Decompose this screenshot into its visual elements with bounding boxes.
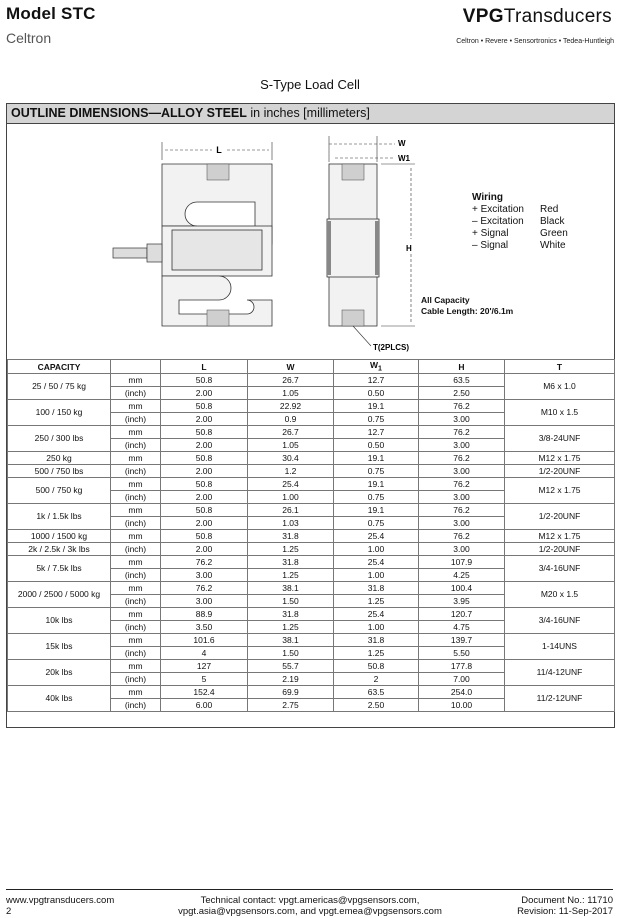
brand-logo-word: Transducers <box>503 6 612 27</box>
unit-cell: mm <box>111 452 161 465</box>
footer-right <box>517 895 613 917</box>
dim-w1-cell: 50.8 <box>334 660 419 673</box>
thread-cell: 11/4-12UNF <box>505 660 615 686</box>
bottom-thread <box>207 310 229 326</box>
dim-w1-cell: 0.75 <box>334 491 419 504</box>
dim-l-cell: 50.8 <box>161 426 248 439</box>
footer-revision: Revision: 11-Sep-2017 <box>517 906 613 917</box>
unit-cell: mm <box>111 530 161 543</box>
header-w1-sub: 1 <box>378 364 382 373</box>
table-row <box>8 504 615 517</box>
dim-l-cell: 127 <box>161 660 248 673</box>
capacity-cell: 100 / 150 kg <box>8 400 111 426</box>
brand-companies: Celtron • Revere • Sensortronics • Tedea-Huntleigh <box>456 38 614 45</box>
unit-cell: (inch) <box>111 517 161 530</box>
dim-w1-cell: 0.75 <box>334 413 419 426</box>
dim-w-cell: 55.7 <box>248 660 334 673</box>
dim-w-cell: 1.25 <box>248 621 334 634</box>
thread-cell: M12 x 1.75 <box>505 478 615 504</box>
dim-l-cell: 50.8 <box>161 478 248 491</box>
thread-cell: M12 x 1.75 <box>505 530 615 543</box>
footer-rule <box>6 889 613 890</box>
thread-cell: M6 x 1.0 <box>505 374 615 400</box>
cable-gland <box>147 244 162 262</box>
dim-w-cell: 1.2 <box>248 465 334 478</box>
capacity-cell: 2000 / 2500 / 5000 kg <box>8 582 111 608</box>
dim-w-cell: 2.19 <box>248 673 334 686</box>
dim-h-cell: 7.00 <box>419 673 505 686</box>
dim-w1-cell: 19.1 <box>334 452 419 465</box>
dim-w1-cell: 19.1 <box>334 400 419 413</box>
capacity-cell: 5k / 7.5k lbs <box>8 556 111 582</box>
side-gauge-zone <box>327 219 379 277</box>
unit-cell: (inch) <box>111 387 161 400</box>
dim-l-cell: 3.00 <box>161 569 248 582</box>
unit-cell: mm <box>111 608 161 621</box>
wiring-row <box>472 216 568 228</box>
dim-w-cell: 30.4 <box>248 452 334 465</box>
dim-l-cell: 50.8 <box>161 400 248 413</box>
capacity-cell: 500 / 750 kg <box>8 478 111 504</box>
dim-l-cell: 2.00 <box>161 439 248 452</box>
cable-note <box>421 295 513 317</box>
dim-l-cell: 152.4 <box>161 686 248 699</box>
dim-h-cell: 76.2 <box>419 452 505 465</box>
footer-doc-no: Document No.: 11710 <box>521 895 613 906</box>
capacity-cell: 2k / 2.5k / 3k lbs <box>8 543 111 556</box>
dim-h-cell: 4.25 <box>419 569 505 582</box>
dim-l-cell: 50.8 <box>161 530 248 543</box>
dim-w1-cell: 0.75 <box>334 517 419 530</box>
header-capacity: CAPACITY <box>8 360 111 374</box>
footer-contact-line2: vpgt.asia@vpgsensors.com, and vpgt.emea@vpgsensors.com <box>178 906 442 917</box>
dim-w-cell: 1.25 <box>248 543 334 556</box>
table-row <box>8 582 615 595</box>
unit-cell: mm <box>111 634 161 647</box>
header-w: W <box>248 360 334 374</box>
dim-w-cell: 1.05 <box>248 387 334 400</box>
dim-label-w: W <box>398 139 406 148</box>
dim-l-cell: 50.8 <box>161 374 248 387</box>
unit-cell: mm <box>111 686 161 699</box>
dim-h-cell: 3.00 <box>419 543 505 556</box>
thread-cell: 1/2-20UNF <box>505 543 615 556</box>
dim-w-cell: 31.8 <box>248 556 334 569</box>
brand-logo-mark: VPG <box>462 6 504 27</box>
dim-h-cell: 100.4 <box>419 582 505 595</box>
capacity-cell: 250 / 300 lbs <box>8 426 111 452</box>
dim-l-cell: 2.00 <box>161 387 248 400</box>
table-row <box>8 426 615 439</box>
header-h: H <box>419 360 505 374</box>
dim-w1-cell: 19.1 <box>334 504 419 517</box>
dim-h-cell: 76.2 <box>419 504 505 517</box>
dimensions-table <box>7 359 615 712</box>
unit-cell: mm <box>111 556 161 569</box>
dim-label-w1: W1 <box>398 154 410 163</box>
dim-w1-cell: 19.1 <box>334 478 419 491</box>
thread-cell: 1-14UNS <box>505 634 615 660</box>
dim-w1-cell: 12.7 <box>334 426 419 439</box>
dim-w-cell: 0.9 <box>248 413 334 426</box>
dim-h-cell: 120.7 <box>419 608 505 621</box>
capacity-cell: 10k lbs <box>8 608 111 634</box>
dim-w-cell: 22.92 <box>248 400 334 413</box>
dim-h-cell: 76.2 <box>419 478 505 491</box>
unit-cell: mm <box>111 400 161 413</box>
table-row <box>8 686 615 699</box>
dim-w1-cell: 2 <box>334 673 419 686</box>
wiring-title: Wiring <box>472 192 504 203</box>
dim-h-cell: 254.0 <box>419 686 505 699</box>
dim-h-cell: 3.00 <box>419 439 505 452</box>
dim-l-cell: 88.9 <box>161 608 248 621</box>
dim-l-cell: 2.00 <box>161 543 248 556</box>
dim-h-cell: 4.75 <box>419 621 505 634</box>
dim-h-cell: 2.50 <box>419 387 505 400</box>
wiring-color: Green <box>540 228 568 239</box>
unit-cell: (inch) <box>111 543 161 556</box>
unit-cell: (inch) <box>111 699 161 712</box>
document-title: S-Type Load Cell <box>260 77 360 92</box>
cable-note-line2: Cable Length: 20'/6.1m <box>421 306 514 316</box>
unit-cell: mm <box>111 426 161 439</box>
thread-cell: 11/2-12UNF <box>505 686 615 712</box>
cable-note-line1: All Capacity <box>421 295 470 305</box>
dim-w1-cell: 12.7 <box>334 374 419 387</box>
dim-w1-cell: 25.4 <box>334 530 419 543</box>
dim-w1-cell: 63.5 <box>334 686 419 699</box>
dim-w-cell: 25.4 <box>248 478 334 491</box>
dim-w-cell: 26.7 <box>248 374 334 387</box>
dim-h-cell: 3.00 <box>419 413 505 426</box>
dim-h-cell: 139.7 <box>419 634 505 647</box>
dim-w-cell: 2.75 <box>248 699 334 712</box>
dim-w1-cell: 1.00 <box>334 621 419 634</box>
dim-l-cell: 2.00 <box>161 413 248 426</box>
capacity-cell: 1k / 1.5k lbs <box>8 504 111 530</box>
section-title-bold: OUTLINE DIMENSIONS—ALLOY STEEL <box>11 106 247 120</box>
wiring-color: Red <box>540 204 559 215</box>
unit-cell: mm <box>111 478 161 491</box>
thread-cell: 3/4-16UNF <box>505 556 615 582</box>
brand-logo <box>463 6 612 28</box>
wiring-signal: + Excitation <box>472 204 524 215</box>
thread-cell: 3/8-24UNF <box>505 426 615 452</box>
unit-cell: (inch) <box>111 439 161 452</box>
footer-contact-line1: Technical contact: vpgt.americas@vpgsensors.com, <box>200 895 420 906</box>
dim-w1-cell: 31.8 <box>334 634 419 647</box>
dim-l-cell: 76.2 <box>161 582 248 595</box>
dim-w-cell: 38.1 <box>248 582 334 595</box>
outline-dimensions-section <box>6 103 615 728</box>
dim-h-cell: 3.95 <box>419 595 505 608</box>
dim-w-cell: 1.00 <box>248 491 334 504</box>
capacity-cell: 20k lbs <box>8 660 111 686</box>
table-row <box>8 660 615 673</box>
top-thread <box>207 164 229 180</box>
capacity-cell: 500 / 750 lbs <box>8 465 111 478</box>
dim-h-cell: 5.50 <box>419 647 505 660</box>
header-l: L <box>161 360 248 374</box>
unit-cell: mm <box>111 374 161 387</box>
wiring-legend <box>472 192 568 252</box>
dim-label-h: H <box>406 244 412 253</box>
dim-l-cell: 6.00 <box>161 699 248 712</box>
header-w1 <box>334 360 419 374</box>
unit-cell: (inch) <box>111 647 161 660</box>
thread-cell: 1/2-20UNF <box>505 504 615 530</box>
unit-cell: (inch) <box>111 465 161 478</box>
unit-cell: (inch) <box>111 491 161 504</box>
dim-w1-cell: 31.8 <box>334 582 419 595</box>
cable <box>113 248 147 258</box>
dim-l-cell: 3.00 <box>161 595 248 608</box>
table-row <box>8 608 615 621</box>
table-header-row <box>8 360 615 374</box>
dim-h-cell: 107.9 <box>419 556 505 569</box>
dim-w-cell: 26.7 <box>248 426 334 439</box>
dim-h-cell: 76.2 <box>419 426 505 439</box>
manufacturer-name: Celtron <box>6 30 52 46</box>
dim-w-cell: 1.50 <box>248 595 334 608</box>
dim-label-t: T(2PLCS) <box>373 343 409 352</box>
table-row <box>8 556 615 569</box>
dim-w1-cell: 1.00 <box>334 569 419 582</box>
header-w1-text: W <box>370 360 379 371</box>
dim-w-cell: 1.50 <box>248 647 334 660</box>
capacity-cell: 40k lbs <box>8 686 111 712</box>
dim-h-cell: 76.2 <box>419 530 505 543</box>
dim-h-cell: 177.8 <box>419 660 505 673</box>
section-title <box>7 104 614 124</box>
dim-w-cell: 38.1 <box>248 634 334 647</box>
dim-w1-cell: 1.00 <box>334 543 419 556</box>
capacity-cell: 250 kg <box>8 452 111 465</box>
thread-cell: M20 x 1.5 <box>505 582 615 608</box>
unit-cell: (inch) <box>111 413 161 426</box>
dim-l-cell: 5 <box>161 673 248 686</box>
table-row <box>8 400 615 413</box>
dim-h-cell: 63.5 <box>419 374 505 387</box>
table-row <box>8 543 615 556</box>
dim-w-cell: 1.03 <box>248 517 334 530</box>
unit-cell: (inch) <box>111 621 161 634</box>
dim-w-cell: 26.1 <box>248 504 334 517</box>
section-title-units: in inches [millimeters] <box>246 106 370 120</box>
wiring-color: White <box>540 240 566 251</box>
capacity-cell: 25 / 50 / 75 kg <box>8 374 111 400</box>
dim-h-cell: 3.00 <box>419 491 505 504</box>
dim-w-cell: 31.8 <box>248 530 334 543</box>
model-title: Model STC <box>6 4 96 23</box>
footer-page-number: 2 <box>6 906 12 917</box>
dim-l-cell: 2.00 <box>161 491 248 504</box>
dim-w-cell: 69.9 <box>248 686 334 699</box>
wiring-row <box>472 204 568 216</box>
dim-h-cell: 3.00 <box>419 465 505 478</box>
dim-l-cell: 2.00 <box>161 517 248 530</box>
thread-cell: 1/2-20UNF <box>505 465 615 478</box>
dim-w1-cell: 25.4 <box>334 608 419 621</box>
table-row <box>8 374 615 387</box>
dim-h-cell: 10.00 <box>419 699 505 712</box>
outline-drawing <box>7 124 614 358</box>
unit-cell: mm <box>111 660 161 673</box>
wiring-signal: + Signal <box>472 228 509 239</box>
dim-w-cell: 1.05 <box>248 439 334 452</box>
dim-label-l: L <box>216 145 222 155</box>
unit-cell: mm <box>111 582 161 595</box>
table-body <box>8 374 615 712</box>
table-row <box>8 478 615 491</box>
dim-w1-cell: 1.25 <box>334 647 419 660</box>
dim-w1-cell: 25.4 <box>334 556 419 569</box>
unit-cell: mm <box>111 504 161 517</box>
dim-l-cell: 50.8 <box>161 452 248 465</box>
header-unit <box>111 360 161 374</box>
table-row <box>8 634 615 647</box>
dim-l-cell: 76.2 <box>161 556 248 569</box>
capacity-cell: 15k lbs <box>8 634 111 660</box>
dim-l-cell: 2.00 <box>161 465 248 478</box>
dim-w-cell: 31.8 <box>248 608 334 621</box>
table-row <box>8 530 615 543</box>
dim-w1-cell: 0.50 <box>334 439 419 452</box>
thread-cell: M12 x 1.75 <box>505 452 615 465</box>
wiring-row <box>472 228 568 240</box>
table-row <box>8 452 615 465</box>
dim-w1-cell: 0.50 <box>334 387 419 400</box>
footer-website: www.vpgtransducers.com <box>6 895 115 906</box>
unit-cell: (inch) <box>111 673 161 686</box>
table-row <box>8 465 615 478</box>
dim-l-cell: 101.6 <box>161 634 248 647</box>
header-t: T <box>505 360 615 374</box>
thread-cell: 3/4-16UNF <box>505 608 615 634</box>
wiring-signal: – Excitation <box>472 216 524 227</box>
dim-l-cell: 3.50 <box>161 621 248 634</box>
wiring-signal: – Signal <box>472 240 509 251</box>
dim-w-cell: 1.25 <box>248 569 334 582</box>
thread-cell: M10 x 1.5 <box>505 400 615 426</box>
dim-l-cell: 50.8 <box>161 504 248 517</box>
unit-cell: (inch) <box>111 569 161 582</box>
gauge-cavity <box>172 230 262 270</box>
dim-w1-cell: 2.50 <box>334 699 419 712</box>
wiring-row <box>472 240 568 252</box>
dim-h-cell: 3.00 <box>419 517 505 530</box>
unit-cell: (inch) <box>111 595 161 608</box>
dim-h-cell: 76.2 <box>419 400 505 413</box>
capacity-cell: 1000 / 1500 kg <box>8 530 111 543</box>
dim-l-cell: 4 <box>161 647 248 660</box>
wiring-color: Black <box>540 216 565 227</box>
dim-w1-cell: 1.25 <box>334 595 419 608</box>
dim-w1-cell: 0.75 <box>334 465 419 478</box>
